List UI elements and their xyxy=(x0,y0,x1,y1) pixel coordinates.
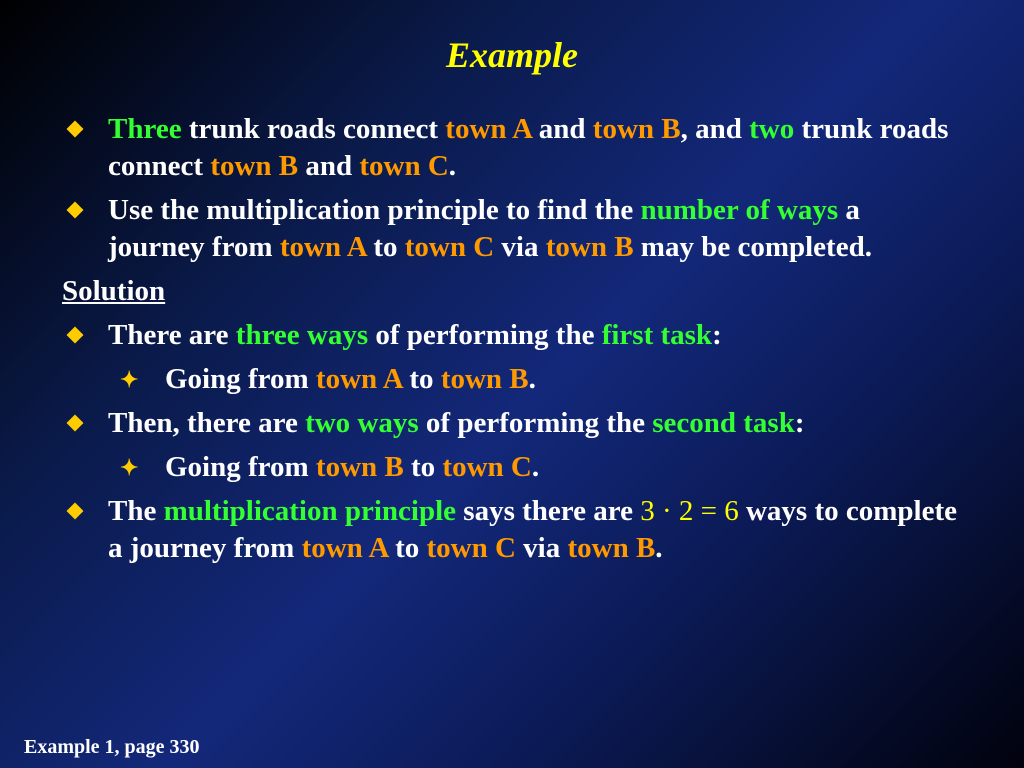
slide-footer: Example 1, page 330 xyxy=(24,736,200,758)
diamond-icon xyxy=(65,493,81,530)
text-segment: Use the multiplication principle to find the xyxy=(108,194,641,226)
text-highlight: two xyxy=(749,113,795,145)
text-segment: Then, there are xyxy=(108,407,306,439)
text-segment: Going from xyxy=(165,363,316,395)
text-highlight: town A xyxy=(301,532,388,564)
text-segment: via xyxy=(494,231,546,263)
slide-content xyxy=(62,111,962,574)
text-segment: trunk roads connect xyxy=(108,113,949,182)
bullet-item xyxy=(62,317,962,354)
text-segment: of performing the xyxy=(368,319,602,351)
text-highlight: town B xyxy=(545,231,634,263)
four-point-star-icon: ✦ xyxy=(120,367,139,392)
text-highlight: Three xyxy=(108,113,182,145)
bullet-item xyxy=(62,192,962,266)
diamond-icon xyxy=(65,111,81,148)
text-highlight: town B xyxy=(592,113,681,145)
text-segment: : xyxy=(794,407,805,439)
text-highlight: multiplication principle xyxy=(163,495,457,527)
text-segment: and xyxy=(298,150,360,182)
text-segment: to xyxy=(366,231,405,263)
bullet-item xyxy=(62,111,962,185)
bullet-item xyxy=(62,405,962,442)
text-segment: to xyxy=(402,363,441,395)
text-segment: says there are xyxy=(456,495,641,527)
diamond-icon xyxy=(65,405,81,442)
solution-heading: Solution xyxy=(62,275,166,307)
text-segment: trunk roads connect xyxy=(181,113,446,145)
text-segment: Going from xyxy=(165,451,316,483)
text-highlight: town A xyxy=(279,231,367,263)
text-highlight: town B xyxy=(440,363,529,395)
slide-title: Example xyxy=(446,35,578,75)
text-segment: . xyxy=(531,451,540,483)
text-segment: , and xyxy=(680,113,750,145)
sub-bullet-item xyxy=(62,449,962,486)
text-highlight: first task xyxy=(601,319,713,351)
text-segment: . xyxy=(655,532,663,564)
text-highlight: town C xyxy=(359,150,449,182)
four-point-star-icon: ✦ xyxy=(120,455,139,480)
text-highlight: town B xyxy=(315,451,404,483)
text-highlight: town C xyxy=(404,231,495,263)
text-segment: to xyxy=(403,451,443,483)
bullet-item xyxy=(62,493,962,567)
text-segment: may be completed. xyxy=(633,231,872,263)
text-segment: via xyxy=(515,532,568,564)
text-highlight: number of ways xyxy=(640,194,839,226)
sub-bullet-item xyxy=(62,361,962,398)
equation: 3 · 2 = 6 xyxy=(640,495,739,527)
text-highlight: town C xyxy=(442,451,532,483)
text-segment: . xyxy=(528,363,536,395)
text-segment: ways to complete a journey from xyxy=(108,495,957,564)
text-highlight: town B xyxy=(567,532,656,564)
text-highlight: two ways xyxy=(305,407,419,439)
text-segment: The xyxy=(108,495,164,527)
text-segment: There are xyxy=(108,319,236,351)
text-highlight: town B xyxy=(210,150,299,182)
text-segment: a journey from xyxy=(108,194,860,263)
diamond-icon xyxy=(65,317,81,354)
text-segment: to xyxy=(387,532,427,564)
diamond-icon xyxy=(65,192,81,229)
text-segment: : xyxy=(712,319,722,351)
text-segment: of performing the xyxy=(418,407,653,439)
text-segment: . xyxy=(448,150,457,182)
text-highlight: town A xyxy=(445,113,532,145)
text-highlight: three ways xyxy=(235,319,369,351)
text-segment: and xyxy=(531,113,593,145)
text-highlight: town C xyxy=(426,532,516,564)
text-highlight: second task xyxy=(652,407,795,439)
text-highlight: town A xyxy=(315,363,403,395)
